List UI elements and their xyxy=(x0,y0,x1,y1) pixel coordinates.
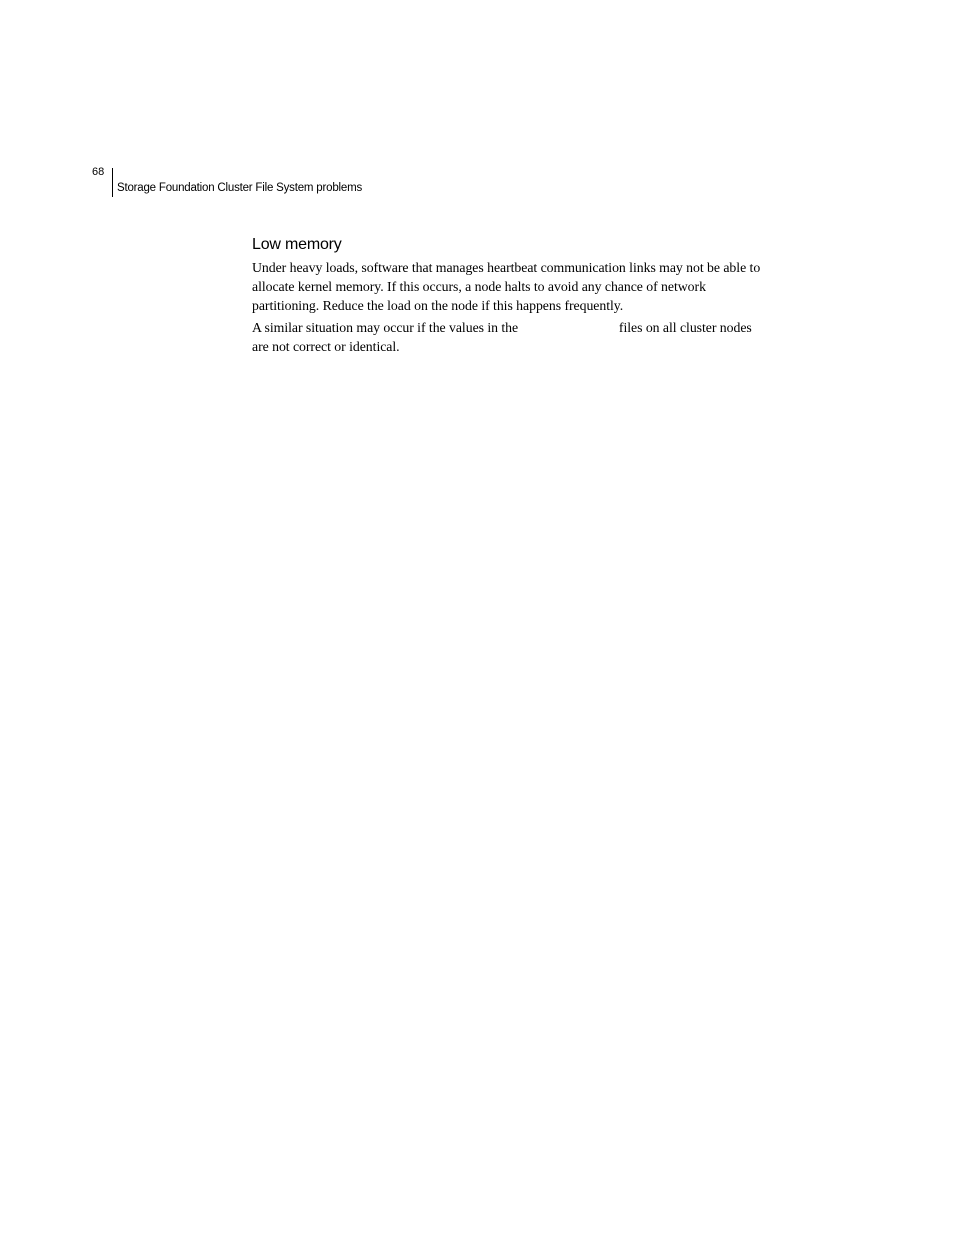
paragraph-2-part-2: files on all cluster nodes are not correct or identical. xyxy=(252,320,752,355)
running-header: Storage Foundation Cluster File System problems xyxy=(117,182,362,194)
page-number: 68 xyxy=(92,166,105,178)
paragraph-2-part-1: A similar situation may occur if the values in the xyxy=(252,320,519,336)
paragraph-heartbeat-memory: Under heavy loads, software that manages heartbeat communication links may not be able to allocate kernel memory. If this occurs, a node halts to avoid any chance of network partitioning. Reduce the load on the node if this happens frequently. xyxy=(252,260,761,313)
section-heading: Low memory xyxy=(252,236,342,253)
main-content xyxy=(252,234,762,361)
header-rule xyxy=(112,168,113,197)
paragraph-similar-situation xyxy=(252,319,762,357)
